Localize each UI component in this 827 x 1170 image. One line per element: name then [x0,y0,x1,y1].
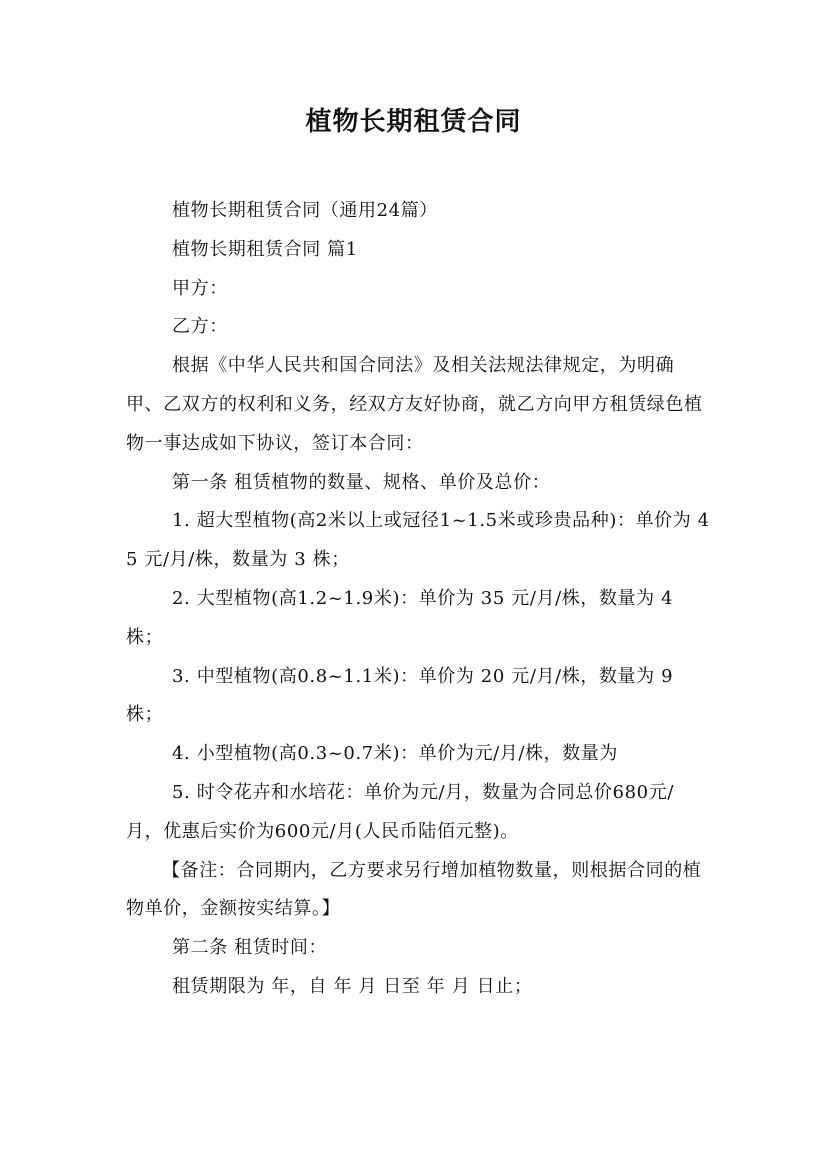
paragraph-clause-one-heading: 第一条 租赁植物的数量、规格、单价及总价： [172,471,551,493]
paragraph-item-3: 3. 中型植物(高0.8~1.1米)：单价为 20 元/月/株，数量为 9 株； [126,665,674,726]
paragraph-lease-term: 租赁期限为 年，自 年 月 日至 年 月 日止； [172,975,533,997]
paragraph-item-2: 2. 大型植物(高1.2~1.9米)：单价为 35 元/月/株，数量为 4 株； [126,587,674,648]
paragraph-party-a: 甲方： [172,277,228,299]
document-body [126,192,710,1007]
paragraph-article-heading: 植物长期租赁合同 篇1 [172,238,358,260]
paragraph-item-5: 5. 时令花卉和水培花：单价为元/月，数量为合同总价680元/月，优惠后实价为600元/月(人民币陆佰元整)。 [126,781,674,842]
paragraph-party-b: 乙方： [172,316,228,338]
paragraph-collection-title: 植物长期租赁合同（通用24篇） [172,200,438,221]
paragraph-item-1: 1. 超大型植物(高2米以上或冠径1~1.5米或珍贵品种)：单价为 45 元/月/株，数量为 3 株； [126,510,710,571]
paragraph-clause-two-heading: 第二条 租赁时间： [172,937,328,959]
paragraph-preamble: 根据《中华人民共和国合同法》及相关法规法律规定，为明确甲、乙双方的权利和义务，经双方友好协商，就乙方向甲方租赁绿色植物一事达成如下协议，签订本合同： [126,355,703,454]
paragraph-item-4: 4. 小型植物(高0.3~0.7米)：单价为元/月/株，数量为 [172,743,619,765]
document-title: 植物长期租赁合同 [305,107,522,137]
paragraph-note: 【备注：合同期内，乙方要求另行增加植物数量，则根据合同的植物单价，金额按实结算。】 [126,859,702,920]
